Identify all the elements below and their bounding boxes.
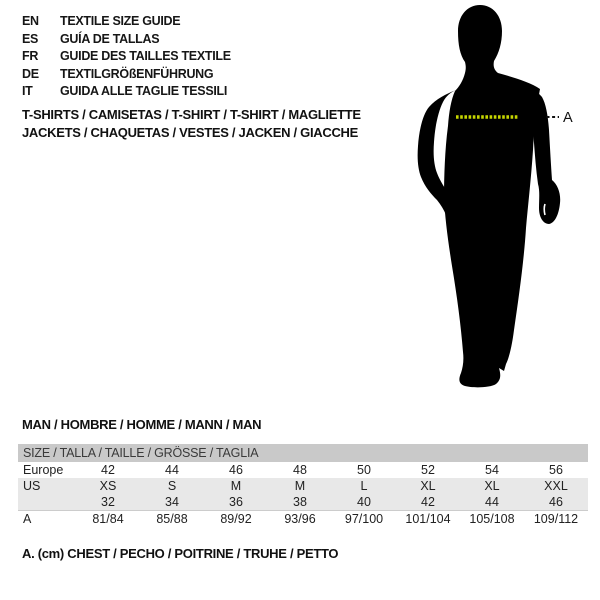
size-cell: 52 — [421, 463, 435, 477]
size-table-header: SIZE / TALLA / TAILLE / GRÖSSE / TAGLIA — [18, 444, 588, 462]
size-cell: 46 — [229, 463, 243, 477]
size-cell: XXL — [524, 478, 588, 494]
language-row-en — [22, 13, 231, 31]
category-lines — [22, 106, 361, 142]
language-label: GUÍA DE TALLAS — [60, 31, 160, 46]
language-code: IT — [22, 84, 33, 99]
measure-label-a: A — [563, 110, 573, 126]
language-code: FR — [22, 49, 39, 64]
language-code: ES — [22, 31, 39, 46]
row-label: US — [18, 478, 76, 494]
size-cell: 97/100 — [332, 511, 396, 528]
size-cell: L — [332, 478, 396, 494]
size-cell: XL — [460, 478, 524, 494]
hand-finger-line — [544, 204, 545, 215]
section-title-man: MAN / HOMBRE / HOMME / MANN / MAN — [22, 417, 262, 432]
category-line-jackets: JACKETS / CHAQUETAS / VESTES / JACKEN / GIACCHE — [22, 125, 358, 140]
man-silhouette-body — [444, 5, 540, 387]
size-cell: 48 — [293, 463, 307, 477]
size-cell: 46 — [524, 494, 588, 511]
language-row-es — [22, 31, 231, 49]
language-row-de — [22, 66, 231, 84]
size-cell: 42 — [101, 463, 115, 477]
size-cell: 81/84 — [76, 511, 140, 528]
size-cell: 56 — [549, 463, 563, 477]
category-line-tshirts: T-SHIRTS / CAMISETAS / T-SHIRT / T-SHIRT / MAGLIETTE — [22, 107, 361, 122]
size-cell: 89/92 — [204, 511, 268, 528]
size-cell: XL — [396, 478, 460, 494]
size-cell: 44 — [460, 494, 524, 511]
size-cell: 85/88 — [140, 511, 204, 528]
footnote-chest: A. (cm) CHEST / PECHO / POITRINE / TRUHE / PETTO — [22, 546, 339, 561]
size-cell: 40 — [332, 494, 396, 511]
row-label: Europe — [23, 463, 64, 477]
size-table-header-row — [18, 444, 588, 462]
size-cell: 34 — [140, 494, 204, 511]
language-label: TEXTILE SIZE GUIDE — [60, 14, 181, 28]
row-label — [18, 494, 76, 511]
size-row-chest — [18, 511, 588, 528]
size-row-numeric — [18, 494, 588, 511]
language-label: TEXTILGRÖßENFÜHRUNG — [60, 66, 214, 81]
row-label: A — [18, 511, 76, 528]
size-table — [18, 444, 588, 527]
size-row-europe — [18, 462, 588, 478]
size-cell: 105/108 — [460, 511, 524, 528]
size-cell: S — [140, 478, 204, 494]
size-cell: 42 — [396, 494, 460, 511]
size-cell: M — [268, 478, 332, 494]
size-cell: 44 — [165, 463, 179, 477]
language-row-fr — [22, 48, 231, 66]
size-cell: 32 — [76, 494, 140, 511]
language-list — [22, 13, 231, 101]
size-cell: 50 — [357, 463, 371, 477]
size-cell: 101/104 — [396, 511, 460, 528]
size-cell: 54 — [485, 463, 499, 477]
size-cell: M — [204, 478, 268, 494]
size-cell: 93/96 — [268, 511, 332, 528]
language-label: GUIDA ALLE TAGLIE TESSILI — [60, 84, 228, 99]
size-cell: 36 — [204, 494, 268, 511]
size-cell: 38 — [268, 494, 332, 511]
language-code: EN — [22, 14, 39, 28]
size-cell: 109/112 — [524, 511, 588, 528]
language-code: DE — [22, 66, 39, 81]
size-row-us — [18, 478, 588, 494]
language-label: GUIDE DES TAILLES TEXTILE — [60, 49, 231, 64]
man-silhouette-figure — [400, 0, 600, 400]
size-cell: XS — [76, 478, 140, 494]
language-row-it — [22, 83, 231, 101]
